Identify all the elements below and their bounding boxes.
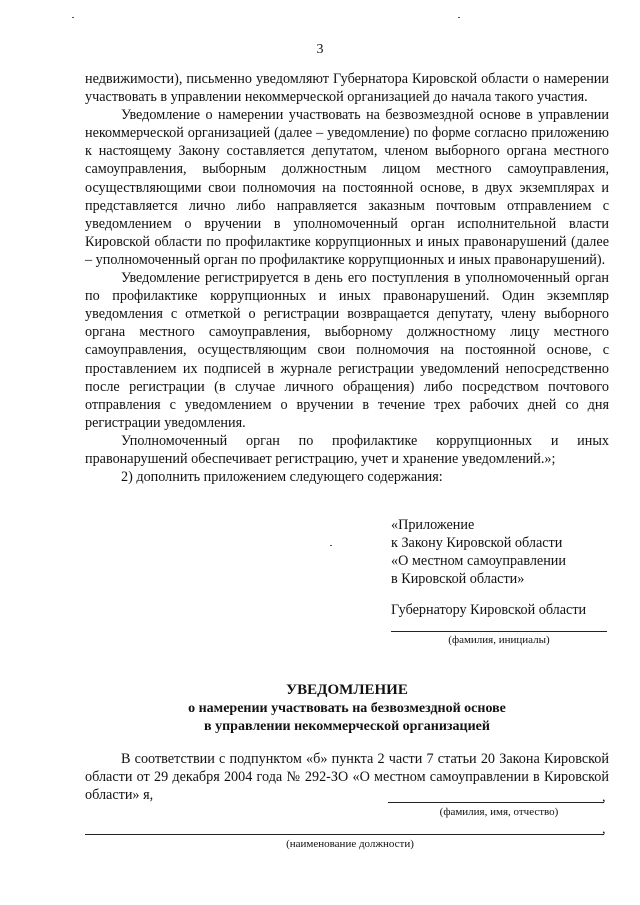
appendix-line: «Приложение [391, 517, 475, 533]
page-number: 3 [316, 42, 324, 57]
scan-speck [458, 17, 460, 18]
paragraph: Уведомление о намерении участвовать на безвозмездной основе в управлении некоммерческой организацией (далее – уведомление) по форме согласно приложению к настоящему Закону составляется депутатом, членом выборного органа местного самоуправления, выборным должностным лицом местного самоуправления, осуществляющими свои полномочия на постоянной основе, в двух экземплярах и представляется лично либо направляется заказным почтовым отправлением с уведомлением о вручении в уполномоченный орган исполнительной власти Кировской области по профилактике коррупционных и иных правонарушений (далее – уполномоченный орган по профилактике коррупционных и иных правонарушений). [85, 107, 609, 268]
position-caption: (наименование должности) [286, 838, 414, 850]
notice-title: УВЕДОМЛЕНИЕ [286, 682, 408, 698]
amendment-line: 2) дополнить приложением следующего содержания: [121, 469, 443, 486]
addressee: Губернатору Кировской области [391, 602, 587, 618]
paragraph: Уполномоченный орган по профилактике коррупционных и иных правонарушений обеспечивает регистрацию, учет и хранение уведомлений.»; [85, 432, 609, 467]
notice-subtitle: о намерении участвовать на безвозмездной основе [188, 701, 506, 716]
appendix-line: к Закону Кировской области [391, 535, 563, 551]
addressee-blank-line [391, 631, 607, 632]
appendix-line: в Кировской области» [391, 571, 525, 587]
name-blank-line [388, 802, 604, 803]
notice-subtitle: в управлении некоммерческой организацией [204, 719, 490, 734]
appendix-heading [391, 516, 611, 588]
notice-title-block [85, 680, 609, 736]
body-text [85, 70, 609, 486]
notice-paragraph: В соответствии с подпунктом «б» пункта 2 части 7 статьи 20 Закона Кировской области от 29 декабря 2004 года № 292-ЗО «О местном самоуправлении в Кировской области» я, [85, 751, 609, 804]
name-caption: (фамилия, имя, отчество) [439, 806, 559, 818]
position-blank-line [85, 834, 604, 835]
appendix-line: «О местном самоуправлении [391, 553, 566, 569]
paragraph: недвижимости), письменно уведомляют Губернатора Кировской области о намерении участвовать в управлении некоммерческой организацией до начала такого участия. [85, 71, 609, 106]
comma: , [602, 789, 606, 805]
paragraph: Уведомление регистрируется в день его поступления в уполномоченный орган по профилактике коррупционных и иных правонарушений. Один экземпляр уведомления с отметкой о регистрации возвращается депутату, члену выборного органа местного самоуправления, выборному должностному лицу местного самоуправления, осуществляющим свои полномочия на постоянной основе, с проставлением их подписей в журнале регистрации уведомлений непосредственно после регистрации (в случае личного обращения) либо посредством почтового отправления с уведомлением о вручении в течение трех рабочих дней со дня регистрации уведомления. [85, 270, 609, 431]
scan-speck [72, 17, 74, 18]
comma: , [602, 821, 606, 837]
notice-text [85, 750, 609, 804]
scan-speck [330, 545, 332, 546]
addressee-caption: (фамилия, инициалы) [448, 634, 550, 646]
